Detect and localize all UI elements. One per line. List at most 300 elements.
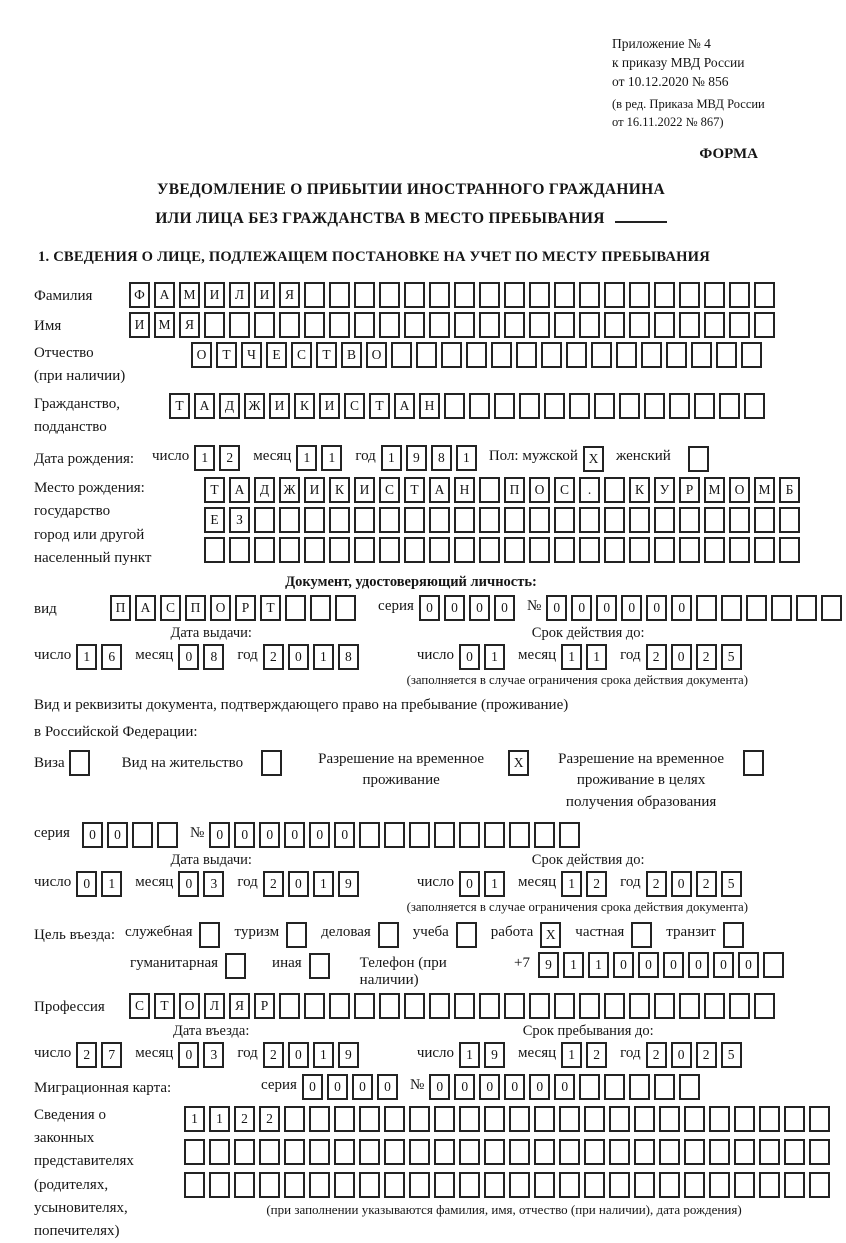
char-cell[interactable] bbox=[771, 595, 792, 621]
char-cell[interactable] bbox=[479, 507, 500, 533]
char-cell[interactable]: А bbox=[154, 282, 175, 308]
char-cell[interactable] bbox=[609, 1139, 630, 1165]
char-cell[interactable] bbox=[729, 507, 750, 533]
char-cell[interactable]: К bbox=[294, 393, 315, 419]
char-cell[interactable]: 0 bbox=[504, 1074, 525, 1100]
char-cell[interactable] bbox=[304, 507, 325, 533]
char-cell[interactable] bbox=[584, 1172, 605, 1198]
char-cell[interactable]: 0 bbox=[671, 871, 692, 897]
char-cell[interactable] bbox=[309, 953, 330, 979]
char-cell[interactable]: Н bbox=[454, 477, 475, 503]
char-cell[interactable]: 1 bbox=[313, 644, 334, 670]
char-cell[interactable] bbox=[554, 537, 575, 563]
char-cell[interactable] bbox=[709, 1172, 730, 1198]
char-cell[interactable]: X bbox=[540, 922, 561, 948]
char-cell[interactable] bbox=[679, 993, 700, 1019]
char-cell[interactable] bbox=[310, 595, 331, 621]
char-cell[interactable] bbox=[329, 993, 350, 1019]
char-cell[interactable] bbox=[454, 507, 475, 533]
char-cell[interactable] bbox=[441, 342, 462, 368]
char-cell[interactable]: Н bbox=[419, 393, 440, 419]
char-cell[interactable]: Л bbox=[229, 282, 250, 308]
char-cell[interactable] bbox=[329, 312, 350, 338]
char-cell[interactable] bbox=[359, 1106, 380, 1132]
char-cell[interactable] bbox=[444, 393, 465, 419]
char-cell[interactable] bbox=[284, 1106, 305, 1132]
char-cell[interactable]: Т bbox=[369, 393, 390, 419]
purpose-work-checkbox[interactable] bbox=[540, 922, 565, 948]
char-cell[interactable]: 0 bbox=[459, 871, 480, 897]
char-cell[interactable]: . bbox=[579, 477, 600, 503]
char-cell[interactable] bbox=[529, 312, 550, 338]
char-cell[interactable]: Я bbox=[179, 312, 200, 338]
char-cell[interactable]: 2 bbox=[646, 644, 667, 670]
char-cell[interactable]: Ж bbox=[279, 477, 300, 503]
char-cell[interactable] bbox=[719, 393, 740, 419]
char-cell[interactable] bbox=[286, 922, 307, 948]
char-cell[interactable] bbox=[199, 922, 220, 948]
char-cell[interactable] bbox=[779, 537, 800, 563]
char-cell[interactable]: О bbox=[210, 595, 231, 621]
char-cell[interactable] bbox=[579, 1074, 600, 1100]
char-cell[interactable]: 0 bbox=[613, 952, 634, 978]
char-cell[interactable] bbox=[509, 1139, 530, 1165]
char-cell[interactable] bbox=[759, 1106, 780, 1132]
char-cell[interactable]: 9 bbox=[484, 1042, 505, 1068]
char-cell[interactable] bbox=[631, 922, 652, 948]
char-cell[interactable] bbox=[604, 477, 625, 503]
char-cell[interactable] bbox=[559, 1172, 580, 1198]
char-cell[interactable]: 0 bbox=[302, 1074, 323, 1100]
char-cell[interactable]: 1 bbox=[184, 1106, 205, 1132]
char-cell[interactable] bbox=[554, 312, 575, 338]
char-cell[interactable]: 2 bbox=[259, 1106, 280, 1132]
char-cell[interactable] bbox=[334, 1139, 355, 1165]
char-cell[interactable]: 1 bbox=[76, 644, 97, 670]
char-cell[interactable]: 0 bbox=[178, 644, 199, 670]
char-cell[interactable] bbox=[529, 537, 550, 563]
char-cell[interactable] bbox=[629, 312, 650, 338]
char-cell[interactable] bbox=[746, 595, 767, 621]
char-cell[interactable]: 1 bbox=[484, 871, 505, 897]
char-cell[interactable] bbox=[534, 1172, 555, 1198]
char-cell[interactable] bbox=[304, 282, 325, 308]
char-cell[interactable]: И bbox=[269, 393, 290, 419]
char-cell[interactable] bbox=[654, 282, 675, 308]
char-cell[interactable] bbox=[754, 537, 775, 563]
visa-checkbox[interactable] bbox=[69, 750, 94, 776]
char-cell[interactable]: 0 bbox=[671, 1042, 692, 1068]
char-cell[interactable]: 8 bbox=[203, 644, 224, 670]
char-cell[interactable]: А bbox=[394, 393, 415, 419]
char-cell[interactable]: Я bbox=[229, 993, 250, 1019]
char-cell[interactable] bbox=[304, 537, 325, 563]
char-cell[interactable] bbox=[629, 507, 650, 533]
char-cell[interactable]: И bbox=[354, 477, 375, 503]
char-cell[interactable] bbox=[809, 1139, 830, 1165]
char-cell[interactable]: К bbox=[629, 477, 650, 503]
char-cell[interactable] bbox=[409, 1172, 430, 1198]
char-cell[interactable]: К bbox=[329, 477, 350, 503]
char-cell[interactable] bbox=[359, 822, 380, 848]
char-cell[interactable]: 8 bbox=[338, 644, 359, 670]
char-cell[interactable]: 0 bbox=[688, 952, 709, 978]
char-cell[interactable] bbox=[604, 993, 625, 1019]
char-cell[interactable] bbox=[416, 342, 437, 368]
char-cell[interactable] bbox=[743, 750, 764, 776]
char-cell[interactable]: 1 bbox=[561, 644, 582, 670]
char-cell[interactable] bbox=[704, 282, 725, 308]
char-cell[interactable] bbox=[157, 822, 178, 848]
char-cell[interactable] bbox=[409, 1139, 430, 1165]
char-cell[interactable]: 0 bbox=[107, 822, 128, 848]
char-cell[interactable] bbox=[459, 1172, 480, 1198]
char-cell[interactable]: 1 bbox=[101, 871, 122, 897]
purpose-humanitarian-checkbox[interactable] bbox=[225, 953, 250, 979]
char-cell[interactable] bbox=[641, 342, 662, 368]
char-cell[interactable] bbox=[279, 993, 300, 1019]
char-cell[interactable] bbox=[384, 822, 405, 848]
char-cell[interactable] bbox=[378, 922, 399, 948]
char-cell[interactable]: О bbox=[529, 477, 550, 503]
char-cell[interactable]: Т bbox=[404, 477, 425, 503]
char-cell[interactable]: Т bbox=[216, 342, 237, 368]
char-cell[interactable] bbox=[354, 993, 375, 1019]
char-cell[interactable] bbox=[404, 312, 425, 338]
char-cell[interactable] bbox=[434, 1139, 455, 1165]
char-cell[interactable] bbox=[566, 342, 587, 368]
char-cell[interactable] bbox=[254, 507, 275, 533]
char-cell[interactable] bbox=[644, 393, 665, 419]
char-cell[interactable] bbox=[359, 1139, 380, 1165]
char-cell[interactable] bbox=[404, 993, 425, 1019]
char-cell[interactable] bbox=[379, 993, 400, 1019]
char-cell[interactable] bbox=[669, 393, 690, 419]
char-cell[interactable]: 0 bbox=[82, 822, 103, 848]
purpose-tourism-checkbox[interactable] bbox=[286, 922, 311, 948]
purpose-other-checkbox[interactable] bbox=[309, 953, 334, 979]
char-cell[interactable]: 0 bbox=[429, 1074, 450, 1100]
char-cell[interactable]: М bbox=[754, 477, 775, 503]
char-cell[interactable]: О bbox=[191, 342, 212, 368]
char-cell[interactable] bbox=[716, 342, 737, 368]
char-cell[interactable] bbox=[754, 993, 775, 1019]
char-cell[interactable] bbox=[132, 822, 153, 848]
char-cell[interactable]: У bbox=[654, 477, 675, 503]
char-cell[interactable] bbox=[754, 507, 775, 533]
char-cell[interactable]: 1 bbox=[313, 871, 334, 897]
char-cell[interactable] bbox=[729, 312, 750, 338]
char-cell[interactable]: 0 bbox=[554, 1074, 575, 1100]
char-cell[interactable] bbox=[604, 507, 625, 533]
char-cell[interactable] bbox=[616, 342, 637, 368]
char-cell[interactable] bbox=[184, 1139, 205, 1165]
char-cell[interactable]: А bbox=[194, 393, 215, 419]
char-cell[interactable] bbox=[541, 342, 562, 368]
char-cell[interactable]: 6 bbox=[101, 644, 122, 670]
char-cell[interactable] bbox=[379, 537, 400, 563]
char-cell[interactable] bbox=[404, 282, 425, 308]
char-cell[interactable]: 9 bbox=[406, 445, 427, 471]
char-cell[interactable] bbox=[434, 822, 455, 848]
char-cell[interactable]: Т bbox=[204, 477, 225, 503]
purpose-business-checkbox[interactable] bbox=[378, 922, 403, 948]
char-cell[interactable]: 0 bbox=[76, 871, 97, 897]
temp-residence-checkbox[interactable] bbox=[508, 750, 533, 776]
char-cell[interactable] bbox=[454, 282, 475, 308]
char-cell[interactable]: 1 bbox=[484, 644, 505, 670]
char-cell[interactable]: 0 bbox=[621, 595, 642, 621]
char-cell[interactable] bbox=[634, 1106, 655, 1132]
char-cell[interactable] bbox=[459, 1106, 480, 1132]
char-cell[interactable]: 0 bbox=[663, 952, 684, 978]
char-cell[interactable]: 1 bbox=[588, 952, 609, 978]
char-cell[interactable]: 1 bbox=[313, 1042, 334, 1068]
char-cell[interactable] bbox=[459, 1139, 480, 1165]
char-cell[interactable]: 7 bbox=[101, 1042, 122, 1068]
char-cell[interactable]: 0 bbox=[671, 644, 692, 670]
char-cell[interactable] bbox=[629, 1074, 650, 1100]
char-cell[interactable] bbox=[279, 537, 300, 563]
char-cell[interactable] bbox=[354, 537, 375, 563]
char-cell[interactable] bbox=[379, 312, 400, 338]
char-cell[interactable]: С bbox=[379, 477, 400, 503]
char-cell[interactable] bbox=[429, 537, 450, 563]
char-cell[interactable]: 0 bbox=[529, 1074, 550, 1100]
char-cell[interactable] bbox=[454, 537, 475, 563]
char-cell[interactable] bbox=[594, 393, 615, 419]
char-cell[interactable]: В bbox=[341, 342, 362, 368]
char-cell[interactable] bbox=[184, 1172, 205, 1198]
char-cell[interactable] bbox=[654, 507, 675, 533]
char-cell[interactable]: Е bbox=[204, 507, 225, 533]
sex-female-checkbox[interactable] bbox=[688, 446, 713, 472]
char-cell[interactable]: 0 bbox=[546, 595, 567, 621]
char-cell[interactable]: 0 bbox=[459, 644, 480, 670]
purpose-transit-checkbox[interactable] bbox=[723, 922, 748, 948]
char-cell[interactable] bbox=[354, 507, 375, 533]
char-cell[interactable]: О bbox=[729, 477, 750, 503]
char-cell[interactable] bbox=[679, 507, 700, 533]
char-cell[interactable] bbox=[209, 1172, 230, 1198]
char-cell[interactable] bbox=[666, 342, 687, 368]
char-cell[interactable] bbox=[609, 1106, 630, 1132]
char-cell[interactable] bbox=[459, 822, 480, 848]
char-cell[interactable] bbox=[784, 1172, 805, 1198]
char-cell[interactable] bbox=[721, 595, 742, 621]
char-cell[interactable]: 0 bbox=[327, 1074, 348, 1100]
char-cell[interactable]: 1 bbox=[563, 952, 584, 978]
char-cell[interactable] bbox=[454, 993, 475, 1019]
purpose-official-checkbox[interactable] bbox=[199, 922, 224, 948]
char-cell[interactable] bbox=[429, 507, 450, 533]
char-cell[interactable]: С bbox=[344, 393, 365, 419]
char-cell[interactable]: П bbox=[110, 595, 131, 621]
char-cell[interactable] bbox=[579, 507, 600, 533]
char-cell[interactable] bbox=[491, 342, 512, 368]
char-cell[interactable] bbox=[429, 993, 450, 1019]
char-cell[interactable]: 8 bbox=[431, 445, 452, 471]
char-cell[interactable] bbox=[484, 1172, 505, 1198]
char-cell[interactable] bbox=[729, 537, 750, 563]
char-cell[interactable] bbox=[479, 537, 500, 563]
char-cell[interactable] bbox=[379, 282, 400, 308]
char-cell[interactable]: 1 bbox=[381, 445, 402, 471]
char-cell[interactable] bbox=[504, 537, 525, 563]
char-cell[interactable] bbox=[579, 282, 600, 308]
char-cell[interactable]: 0 bbox=[469, 595, 490, 621]
char-cell[interactable] bbox=[559, 822, 580, 848]
char-cell[interactable] bbox=[544, 393, 565, 419]
char-cell[interactable] bbox=[679, 1074, 700, 1100]
char-cell[interactable] bbox=[694, 393, 715, 419]
char-cell[interactable] bbox=[504, 507, 525, 533]
purpose-private-checkbox[interactable] bbox=[631, 922, 656, 948]
char-cell[interactable] bbox=[409, 1106, 430, 1132]
char-cell[interactable] bbox=[729, 993, 750, 1019]
char-cell[interactable] bbox=[434, 1172, 455, 1198]
char-cell[interactable] bbox=[234, 1139, 255, 1165]
char-cell[interactable]: 0 bbox=[352, 1074, 373, 1100]
char-cell[interactable] bbox=[763, 952, 784, 978]
char-cell[interactable]: О bbox=[366, 342, 387, 368]
char-cell[interactable]: 2 bbox=[219, 445, 240, 471]
char-cell[interactable]: С bbox=[129, 993, 150, 1019]
char-cell[interactable]: 1 bbox=[561, 871, 582, 897]
char-cell[interactable] bbox=[261, 750, 282, 776]
char-cell[interactable]: Р bbox=[679, 477, 700, 503]
char-cell[interactable] bbox=[329, 282, 350, 308]
char-cell[interactable]: 0 bbox=[259, 822, 280, 848]
temp-residence-education-checkbox[interactable] bbox=[743, 750, 768, 776]
char-cell[interactable] bbox=[519, 393, 540, 419]
char-cell[interactable]: И bbox=[204, 282, 225, 308]
char-cell[interactable] bbox=[309, 1139, 330, 1165]
char-cell[interactable]: 1 bbox=[561, 1042, 582, 1068]
char-cell[interactable] bbox=[741, 342, 762, 368]
char-cell[interactable]: Б bbox=[779, 477, 800, 503]
char-cell[interactable]: Ф bbox=[129, 282, 150, 308]
sex-male-checkbox[interactable] bbox=[583, 446, 608, 472]
char-cell[interactable] bbox=[679, 282, 700, 308]
char-cell[interactable] bbox=[604, 282, 625, 308]
char-cell[interactable] bbox=[821, 595, 842, 621]
char-cell[interactable] bbox=[559, 1139, 580, 1165]
char-cell[interactable] bbox=[466, 342, 487, 368]
char-cell[interactable] bbox=[484, 1139, 505, 1165]
char-cell[interactable]: 0 bbox=[638, 952, 659, 978]
char-cell[interactable] bbox=[704, 993, 725, 1019]
char-cell[interactable]: 2 bbox=[696, 871, 717, 897]
char-cell[interactable] bbox=[559, 1106, 580, 1132]
char-cell[interactable]: 0 bbox=[738, 952, 759, 978]
char-cell[interactable]: 2 bbox=[263, 644, 284, 670]
char-cell[interactable] bbox=[688, 446, 709, 472]
char-cell[interactable] bbox=[479, 312, 500, 338]
char-cell[interactable] bbox=[384, 1106, 405, 1132]
char-cell[interactable] bbox=[335, 595, 356, 621]
char-cell[interactable] bbox=[629, 993, 650, 1019]
char-cell[interactable]: 0 bbox=[494, 595, 515, 621]
char-cell[interactable]: X bbox=[583, 446, 604, 472]
char-cell[interactable]: М bbox=[179, 282, 200, 308]
char-cell[interactable]: И bbox=[254, 282, 275, 308]
char-cell[interactable] bbox=[254, 537, 275, 563]
char-cell[interactable]: О bbox=[179, 993, 200, 1019]
char-cell[interactable]: 1 bbox=[459, 1042, 480, 1068]
char-cell[interactable] bbox=[679, 312, 700, 338]
char-cell[interactable] bbox=[404, 537, 425, 563]
char-cell[interactable] bbox=[684, 1106, 705, 1132]
char-cell[interactable]: Т bbox=[316, 342, 337, 368]
char-cell[interactable] bbox=[209, 1139, 230, 1165]
char-cell[interactable] bbox=[479, 993, 500, 1019]
char-cell[interactable] bbox=[384, 1139, 405, 1165]
char-cell[interactable] bbox=[285, 595, 306, 621]
char-cell[interactable]: 1 bbox=[296, 445, 317, 471]
char-cell[interactable]: 3 bbox=[203, 1042, 224, 1068]
char-cell[interactable] bbox=[384, 1172, 405, 1198]
char-cell[interactable] bbox=[454, 312, 475, 338]
char-cell[interactable] bbox=[284, 1172, 305, 1198]
char-cell[interactable]: 0 bbox=[479, 1074, 500, 1100]
char-cell[interactable] bbox=[754, 282, 775, 308]
char-cell[interactable]: 1 bbox=[209, 1106, 230, 1132]
char-cell[interactable]: Т bbox=[260, 595, 281, 621]
char-cell[interactable] bbox=[579, 537, 600, 563]
char-cell[interactable]: 2 bbox=[696, 1042, 717, 1068]
char-cell[interactable] bbox=[429, 282, 450, 308]
char-cell[interactable] bbox=[354, 282, 375, 308]
char-cell[interactable] bbox=[484, 822, 505, 848]
char-cell[interactable] bbox=[584, 1139, 605, 1165]
char-cell[interactable] bbox=[809, 1106, 830, 1132]
char-cell[interactable]: Е bbox=[266, 342, 287, 368]
char-cell[interactable] bbox=[504, 282, 525, 308]
char-cell[interactable]: 2 bbox=[76, 1042, 97, 1068]
char-cell[interactable]: 9 bbox=[538, 952, 559, 978]
char-cell[interactable]: 1 bbox=[586, 644, 607, 670]
char-cell[interactable] bbox=[709, 1106, 730, 1132]
char-cell[interactable]: 0 bbox=[178, 1042, 199, 1068]
char-cell[interactable] bbox=[709, 1139, 730, 1165]
char-cell[interactable] bbox=[529, 993, 550, 1019]
char-cell[interactable] bbox=[329, 537, 350, 563]
char-cell[interactable] bbox=[229, 312, 250, 338]
char-cell[interactable]: 1 bbox=[321, 445, 342, 471]
char-cell[interactable]: Д bbox=[254, 477, 275, 503]
char-cell[interactable] bbox=[509, 822, 530, 848]
char-cell[interactable]: Л bbox=[204, 993, 225, 1019]
char-cell[interactable]: И bbox=[304, 477, 325, 503]
char-cell[interactable] bbox=[354, 312, 375, 338]
char-cell[interactable] bbox=[704, 312, 725, 338]
char-cell[interactable] bbox=[704, 537, 725, 563]
char-cell[interactable] bbox=[629, 282, 650, 308]
char-cell[interactable] bbox=[534, 822, 555, 848]
char-cell[interactable]: 0 bbox=[713, 952, 734, 978]
char-cell[interactable] bbox=[504, 993, 525, 1019]
char-cell[interactable] bbox=[309, 1106, 330, 1132]
char-cell[interactable]: З bbox=[229, 507, 250, 533]
char-cell[interactable] bbox=[504, 312, 525, 338]
char-cell[interactable]: 5 bbox=[721, 1042, 742, 1068]
char-cell[interactable]: М bbox=[704, 477, 725, 503]
char-cell[interactable]: 5 bbox=[721, 644, 742, 670]
char-cell[interactable]: Ч bbox=[241, 342, 262, 368]
char-cell[interactable]: С bbox=[291, 342, 312, 368]
char-cell[interactable] bbox=[225, 953, 246, 979]
